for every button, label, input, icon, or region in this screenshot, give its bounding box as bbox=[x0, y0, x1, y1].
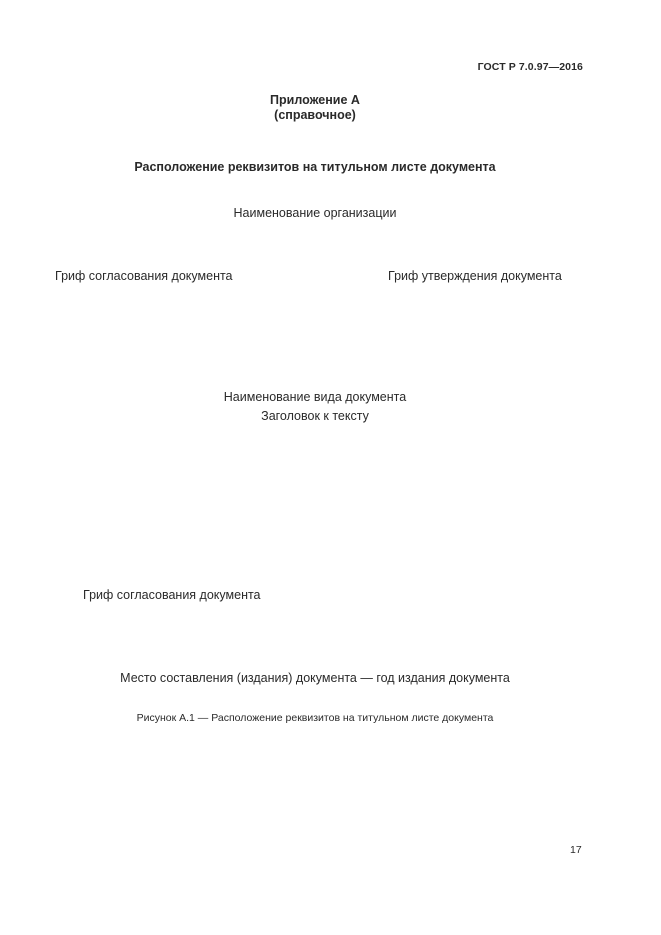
appendix-subtitle: (справочное) bbox=[274, 108, 356, 122]
place-and-year-field: Место составления (издания) документа — год издания документа bbox=[120, 671, 510, 685]
document-kind-field: Наименование вида документа bbox=[223, 390, 407, 404]
page-number: 17 bbox=[570, 844, 582, 856]
approval-stamp-bottom: Гриф согласования документа bbox=[83, 588, 261, 602]
appendix-title: Приложение А bbox=[270, 93, 360, 107]
figure-caption: Рисунок А.1 — Расположение реквизитов на титульном листе документа bbox=[136, 712, 494, 724]
approval-stamp-left: Гриф согласования документа bbox=[55, 269, 233, 283]
standard-code: ГОСТ Р 7.0.97—2016 bbox=[477, 61, 583, 73]
text-heading-field: Заголовок к тексту bbox=[261, 409, 369, 423]
approval-stamp-right: Гриф утверждения документа bbox=[388, 269, 562, 283]
section-title: Расположение реквизитов на титульном листе документа bbox=[134, 160, 496, 174]
organization-name-field: Наименование организации bbox=[233, 206, 397, 220]
